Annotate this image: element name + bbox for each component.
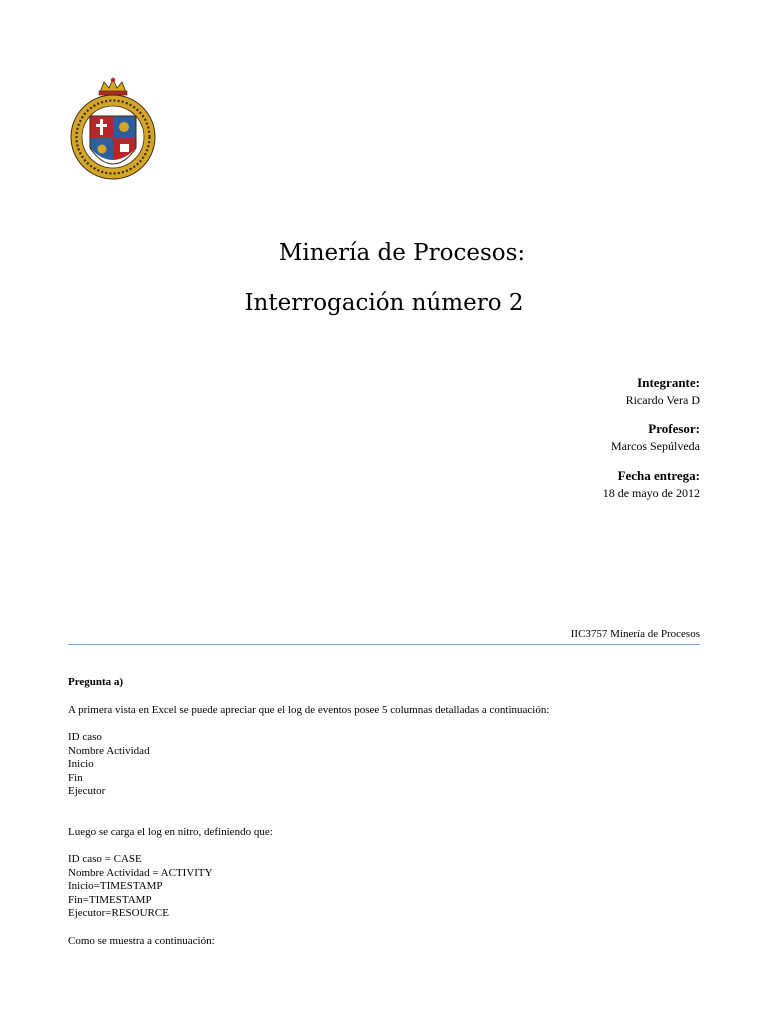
column-item: Nombre Actividad — [68, 744, 150, 757]
fecha-label: Fecha entrega: — [617, 468, 700, 483]
mapping-item: Inicio=TIMESTAMP — [68, 880, 163, 892]
load-paragraph: Luego se carga el log en nitro, definiendo que: — [68, 825, 273, 838]
document-body — [68, 676, 708, 948]
closing-paragraph: Como se muestra a continuación: — [68, 934, 215, 947]
column-item: Inicio — [68, 758, 94, 770]
profesor-value: Marcos Sepúlveda — [611, 439, 700, 453]
profesor-label: Profesor: — [648, 421, 700, 436]
column-item: Ejecutor — [68, 785, 106, 797]
fecha-block — [603, 468, 700, 501]
mapping-item: Fin=TIMESTAMP — [68, 893, 152, 906]
intro-paragraph: A primera vista en Excel se puede apreciar que el log de eventos posee 5 columnas detalladas a continuación: — [68, 703, 550, 716]
profesor-block — [611, 421, 700, 454]
header-divider — [68, 644, 700, 645]
university-seal-icon — [66, 76, 160, 182]
document-title: Minería de Procesos: — [278, 240, 526, 266]
integrante-value: Ricardo Vera D — [625, 393, 700, 407]
integrante-block — [626, 375, 700, 408]
page-header: IIC3757 Minería de Procesos — [570, 628, 700, 640]
question-heading: Pregunta a) — [68, 676, 124, 688]
column-item: Fin — [68, 771, 83, 784]
fecha-value: 18 de mayo de 2012 — [602, 486, 700, 500]
mapping-item: Nombre Actividad = ACTIVITY — [68, 866, 213, 879]
mapping-item: Ejecutor=RESOURCE — [68, 907, 169, 919]
mapping-item: ID caso = CASE — [68, 853, 142, 865]
integrante-label: Integrante: — [637, 375, 700, 390]
column-item: ID caso — [68, 731, 102, 743]
document-subtitle: Interrogación número 2 — [244, 290, 524, 316]
